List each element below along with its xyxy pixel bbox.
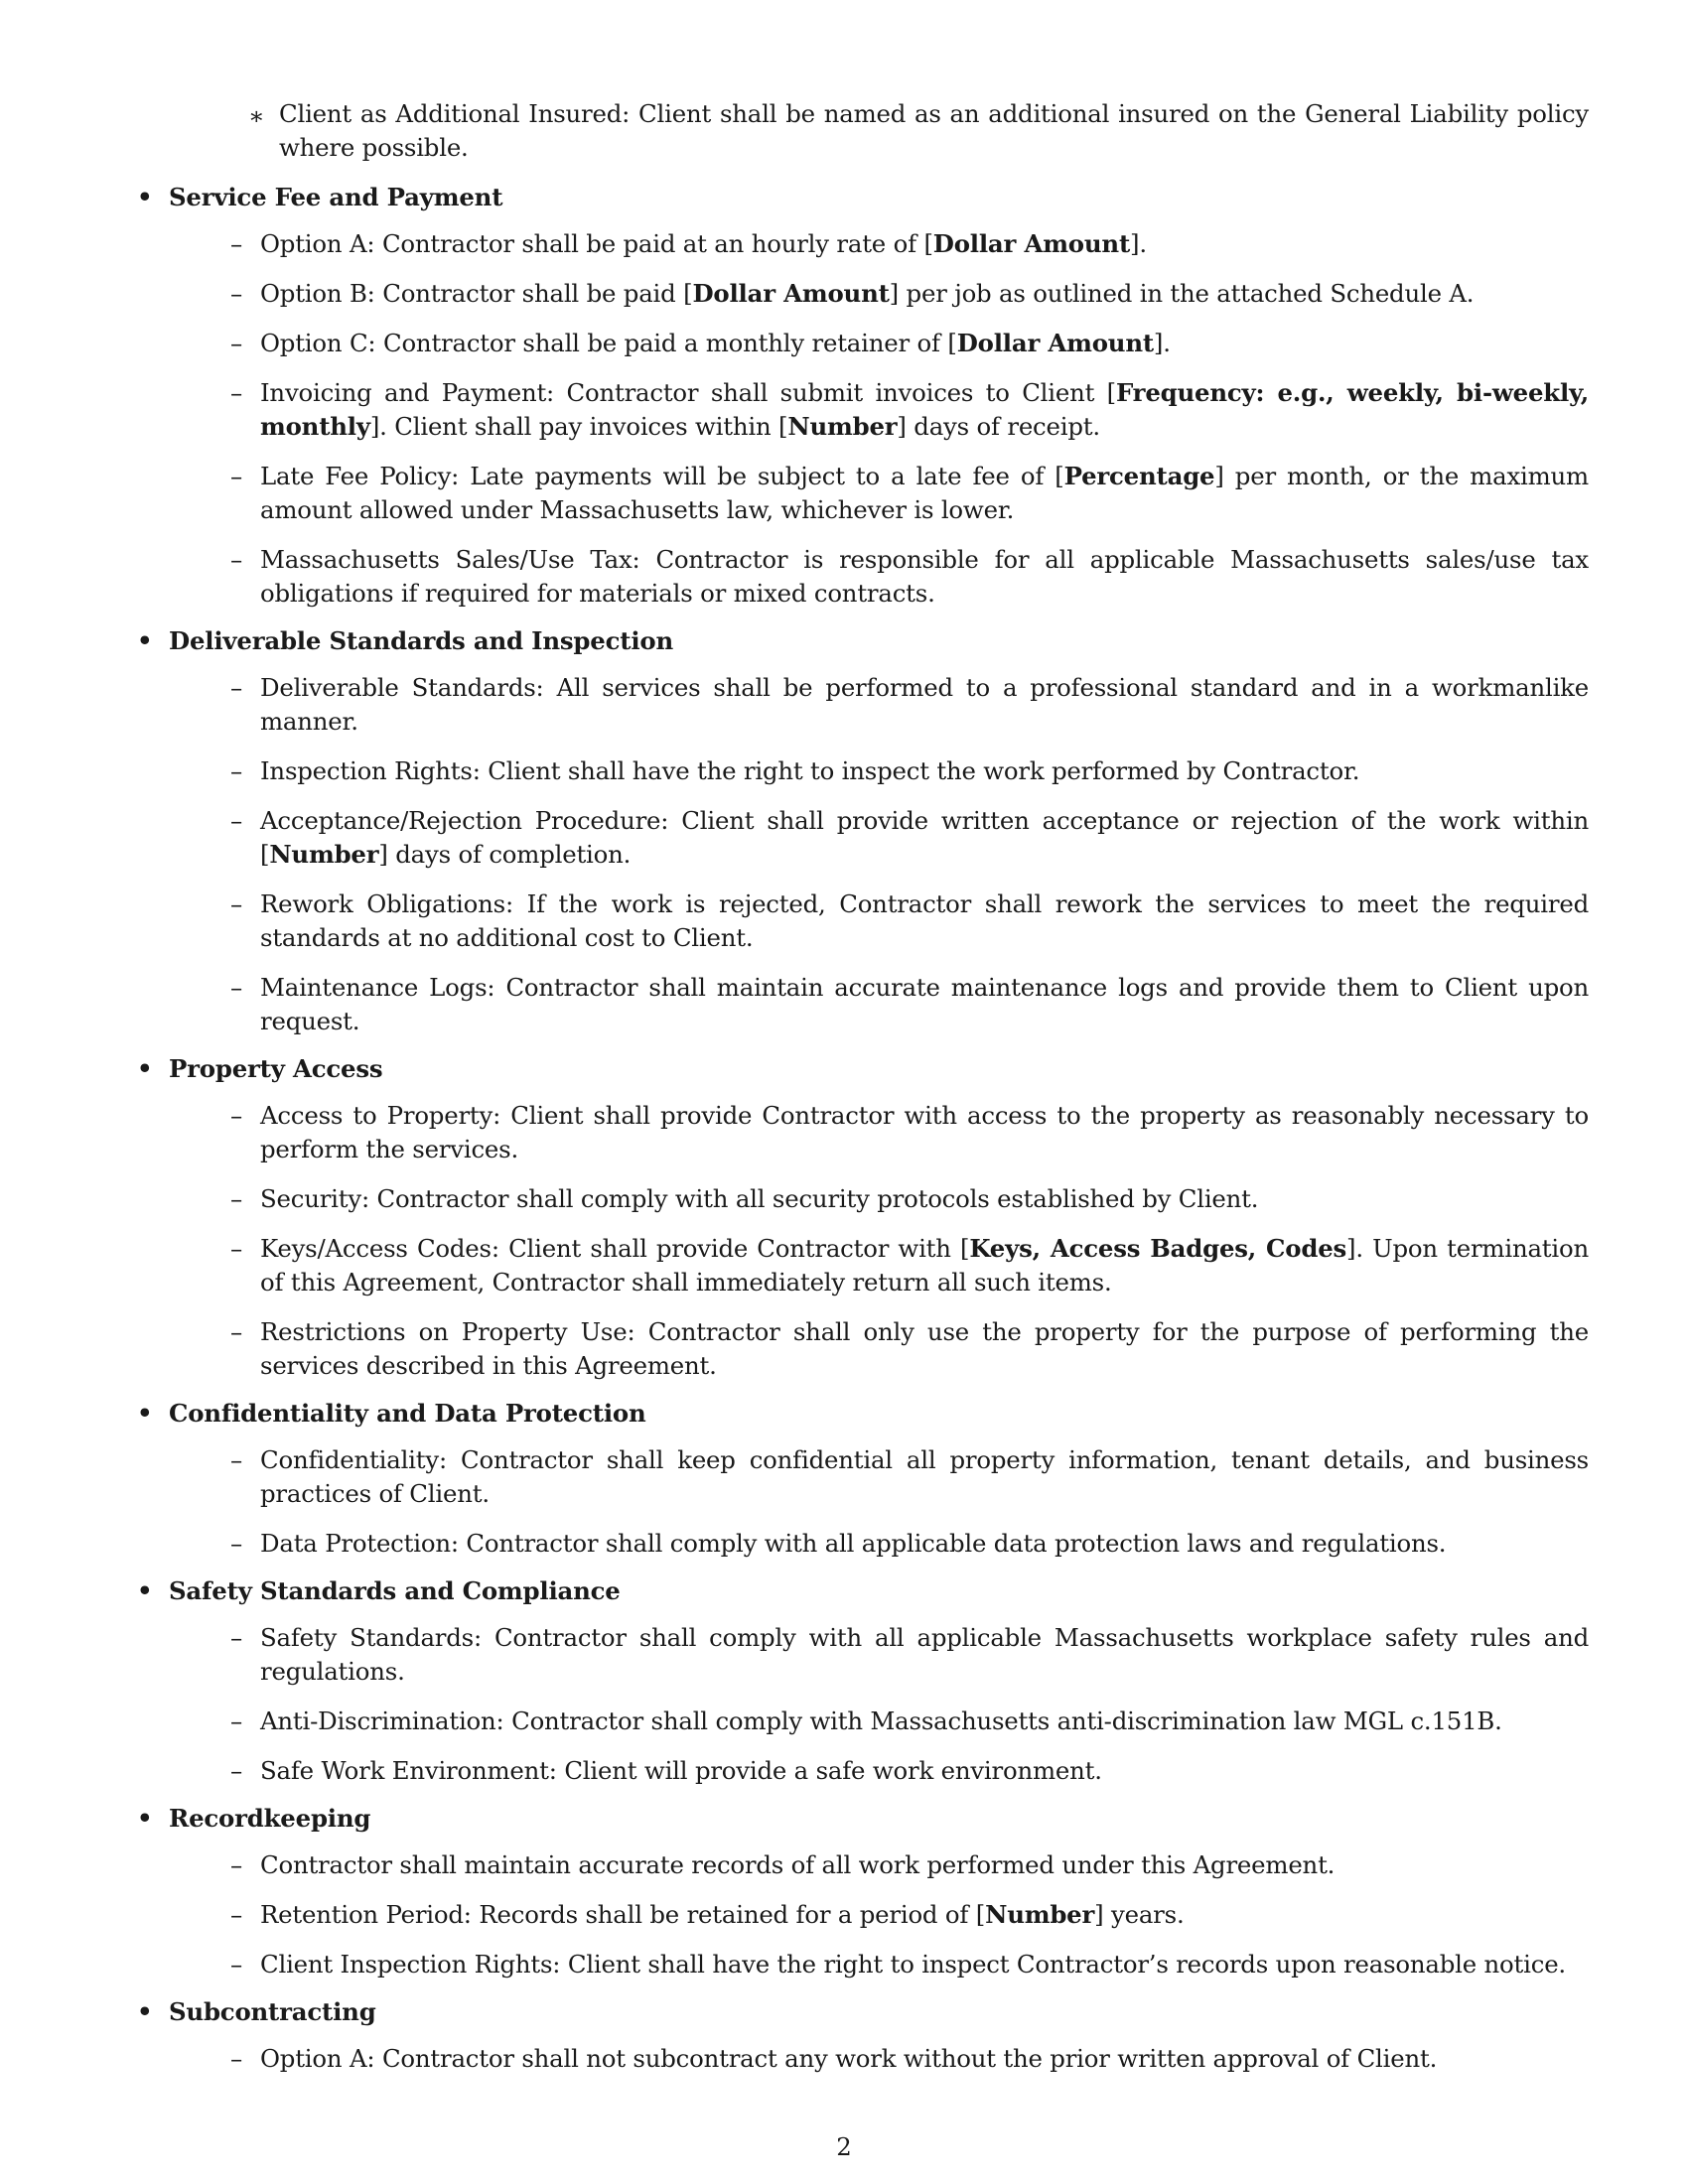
dash-bullet-icon: – bbox=[230, 1445, 242, 1474]
section-items bbox=[169, 1443, 1589, 1561]
list-item-text bbox=[260, 1234, 1589, 1297]
list-item bbox=[169, 754, 1589, 788]
dash-bullet-icon: – bbox=[230, 1706, 242, 1735]
dash-bullet-icon: – bbox=[230, 1623, 242, 1652]
text-run: Rework Obligations: If the work is rejected, Contractor shall rework the services to meet the required standards at no additional cost to Client. bbox=[260, 889, 1589, 952]
list-item-text bbox=[260, 1850, 1335, 1879]
text-run: ] days of completion. bbox=[378, 840, 632, 869]
list-item bbox=[169, 971, 1589, 1038]
bullet-icon: • bbox=[137, 1804, 153, 1833]
list-item-text bbox=[260, 756, 1359, 785]
dash-bullet-icon: – bbox=[230, 1101, 242, 1130]
text-run: ]. Client shall pay invoices within [ bbox=[369, 412, 788, 441]
dash-bullet-icon: – bbox=[230, 973, 242, 1002]
list-item-text bbox=[260, 378, 1589, 441]
text-run: Inspection Rights: Client shall have the right to inspect the work performed by Contractor. bbox=[260, 756, 1360, 785]
section-property-access bbox=[137, 1052, 1589, 1383]
text-run: ]. Upon termination of this Agreement, Contractor shall immediately return all such items. bbox=[260, 1234, 1589, 1297]
list-item-text bbox=[260, 1950, 1566, 1979]
dash-bullet-icon: – bbox=[230, 1184, 242, 1213]
dash-bullet-icon: – bbox=[230, 756, 242, 785]
text-run: Acceptance/Rejection Procedure: Client shall provide written acceptance or rejection of the work within [ bbox=[260, 806, 1589, 869]
text-run: ] per month, or the maximum amount allowed under Massachusetts law, whichever is lower. bbox=[260, 462, 1589, 524]
list-item-text bbox=[260, 1623, 1589, 1686]
section-service-fee-and-payment bbox=[137, 181, 1589, 611]
text-run: Restrictions on Property Use: Contractor shall only use the property for the purpose of performing the services described in this Agreement. bbox=[260, 1317, 1589, 1380]
dash-bullet-icon: – bbox=[230, 462, 242, 490]
list-item bbox=[169, 1898, 1589, 1932]
dash-bullet-icon: – bbox=[230, 1529, 242, 1558]
list-item bbox=[169, 887, 1589, 955]
placeholder-field: Number bbox=[985, 1900, 1095, 1929]
dash-bullet-icon: – bbox=[230, 673, 242, 702]
list-item bbox=[169, 1315, 1589, 1383]
placeholder-field: Percentage bbox=[1063, 462, 1215, 490]
insurance-sub-item bbox=[137, 97, 1589, 165]
list-item bbox=[169, 1754, 1589, 1788]
list-item bbox=[169, 376, 1589, 444]
text-run: Maintenance Logs: Contractor shall maintain accurate maintenance logs and provide them to Client upon request. bbox=[260, 973, 1589, 1035]
section-items bbox=[169, 2042, 1589, 2076]
placeholder-field: Dollar Amount bbox=[692, 279, 890, 308]
section-title: Recordkeeping bbox=[169, 1804, 371, 1833]
list-item-text bbox=[260, 229, 1147, 258]
list-item bbox=[169, 2042, 1589, 2076]
section-title: Subcontracting bbox=[169, 1997, 376, 2026]
section-confidentiality-and-data-protection bbox=[137, 1397, 1589, 1561]
list-item-text bbox=[260, 279, 1474, 308]
list-item bbox=[169, 543, 1589, 611]
text-run: Deliverable Standards: All services shall be performed to a professional standard and in a workmanlike manner. bbox=[260, 673, 1589, 736]
list-item-text bbox=[260, 973, 1589, 1035]
list-item-text bbox=[260, 2044, 1437, 2073]
dash-bullet-icon: – bbox=[230, 229, 242, 258]
dash-bullet-icon: – bbox=[230, 1317, 242, 1346]
list-item-text bbox=[260, 673, 1589, 736]
dash-bullet-icon: – bbox=[230, 2044, 242, 2073]
dash-bullet-icon: – bbox=[230, 329, 242, 357]
list-item-text bbox=[260, 462, 1589, 524]
section-subcontracting bbox=[137, 1995, 1589, 2076]
placeholder-field: Frequency: e.g., weekly, bi-weekly, monthly bbox=[260, 378, 1589, 441]
text-run: ] years. bbox=[1094, 1900, 1185, 1929]
list-item bbox=[169, 1948, 1589, 1981]
section-items bbox=[169, 1099, 1589, 1383]
list-item bbox=[169, 1848, 1589, 1882]
dash-bullet-icon: – bbox=[230, 1900, 242, 1929]
text-run: Late Fee Policy: Late payments will be subject to a late fee of [ bbox=[260, 462, 1064, 490]
dash-bullet-icon: – bbox=[230, 279, 242, 308]
list-item-text bbox=[260, 1706, 1502, 1735]
dash-bullet-icon: – bbox=[230, 1950, 242, 1979]
text-run: Access to Property: Client shall provide Contractor with access to the property as reasonably necessary to perform the services. bbox=[260, 1101, 1589, 1163]
bullet-icon: • bbox=[137, 183, 153, 211]
text-run: Option C: Contractor shall be paid a monthly retainer of [ bbox=[260, 329, 957, 357]
dash-bullet-icon: – bbox=[230, 1234, 242, 1263]
section-title: Service Fee and Payment bbox=[169, 183, 503, 211]
list-item-text bbox=[260, 1101, 1589, 1163]
list-item-text bbox=[260, 1900, 1185, 1929]
text-run: Keys/Access Codes: Client shall provide Contractor with [ bbox=[260, 1234, 970, 1263]
dash-bullet-icon: – bbox=[230, 889, 242, 918]
asterisk-bullet-icon: ∗ bbox=[248, 101, 265, 130]
text-run: Anti-Discrimination: Contractor shall comply with Massachusetts anti-discrimination law MGL c.151B. bbox=[260, 1706, 1502, 1735]
bullet-icon: • bbox=[137, 1054, 153, 1083]
list-item bbox=[169, 1527, 1589, 1561]
text-run: Safe Work Environment: Client will provide a safe work environment. bbox=[260, 1756, 1102, 1785]
list-item bbox=[169, 460, 1589, 527]
text-run: Contractor shall maintain accurate records of all work performed under this Agreement. bbox=[260, 1850, 1336, 1879]
text-run: Massachusetts Sales/Use Tax: Contractor is responsible for all applicable Massachusetts sales/use tax obligations if required for materials or mixed contracts. bbox=[260, 545, 1589, 608]
list-item-text bbox=[260, 1317, 1589, 1380]
text-run: Safety Standards: Contractor shall comply with all applicable Massachusetts workplace safety rules and regulations. bbox=[260, 1623, 1589, 1686]
placeholder-field: Dollar Amount bbox=[956, 329, 1154, 357]
text-run: Invoicing and Payment: Contractor shall submit invoices to Client [ bbox=[260, 378, 1116, 407]
bullet-icon: • bbox=[137, 626, 153, 655]
document-body bbox=[137, 97, 1589, 2090]
text-run: ] days of receipt. bbox=[897, 412, 1100, 441]
section-title: Safety Standards and Compliance bbox=[169, 1576, 621, 1605]
text-run: Option B: Contractor shall be paid [ bbox=[260, 279, 693, 308]
section-items bbox=[169, 1848, 1589, 1981]
bullet-icon: • bbox=[137, 1576, 153, 1605]
section-title: Deliverable Standards and Inspection bbox=[169, 626, 673, 655]
list-item bbox=[169, 1705, 1589, 1738]
placeholder-field: Number bbox=[787, 412, 898, 441]
list-item-text bbox=[260, 329, 1171, 357]
page-number: 2 bbox=[836, 2132, 852, 2161]
list-item bbox=[169, 671, 1589, 739]
text-run: Security: Contractor shall comply with all security protocols established by Client. bbox=[260, 1184, 1259, 1213]
placeholder-field: Number bbox=[269, 840, 379, 869]
list-item bbox=[169, 1182, 1589, 1216]
dash-bullet-icon: – bbox=[230, 1756, 242, 1785]
placeholder-field: Keys, Access Badges, Codes bbox=[969, 1234, 1347, 1263]
list-item bbox=[169, 1232, 1589, 1299]
list-item bbox=[169, 1099, 1589, 1166]
list-item bbox=[169, 227, 1589, 261]
section-items bbox=[169, 227, 1589, 611]
dash-bullet-icon: – bbox=[230, 545, 242, 574]
list-item bbox=[169, 327, 1589, 360]
text-run: ]. bbox=[1130, 229, 1147, 258]
placeholder-field: Dollar Amount bbox=[932, 229, 1131, 258]
list-item-text bbox=[260, 1529, 1446, 1558]
list-item bbox=[169, 1621, 1589, 1689]
section-safety-standards-and-compliance bbox=[137, 1574, 1589, 1788]
list-item bbox=[169, 804, 1589, 872]
text-run: ] per job as outlined in the attached Schedule A. bbox=[889, 279, 1475, 308]
text-run: Data Protection: Contractor shall comply with all applicable data protection laws and regulations. bbox=[260, 1529, 1447, 1558]
section-recordkeeping bbox=[137, 1802, 1589, 1981]
list-item bbox=[169, 1443, 1589, 1511]
text-run: Confidentiality: Contractor shall keep confidential all property information, tenant details, and business practices of Client. bbox=[260, 1445, 1589, 1508]
dash-bullet-icon: – bbox=[230, 378, 242, 407]
list-item-text bbox=[260, 889, 1589, 952]
list-item-text bbox=[260, 1445, 1589, 1508]
list-item-text bbox=[260, 545, 1589, 608]
section-deliverable-standards-and-inspection bbox=[137, 624, 1589, 1038]
text-run: Option A: Contractor shall not subcontract any work without the prior written approval of Client. bbox=[260, 2044, 1438, 2073]
section-title: Confidentiality and Data Protection bbox=[169, 1399, 646, 1428]
section-items bbox=[169, 671, 1589, 1038]
list-item-text bbox=[260, 806, 1589, 869]
text-run: Client Inspection Rights: Client shall have the right to inspect Contractor’s records upon reasonable notice. bbox=[260, 1950, 1566, 1979]
text-run: ]. bbox=[1153, 329, 1171, 357]
text-run: Option A: Contractor shall be paid at an hourly rate of [ bbox=[260, 229, 933, 258]
insurance-sub-item-text: Client as Additional Insured: Client shall be named as an additional insured on the General Liability policy where possible. bbox=[279, 99, 1589, 162]
list-item bbox=[169, 277, 1589, 311]
bullet-icon: • bbox=[137, 1399, 153, 1428]
dash-bullet-icon: – bbox=[230, 1850, 242, 1879]
section-items bbox=[169, 1621, 1589, 1788]
list-item-text bbox=[260, 1184, 1258, 1213]
dash-bullet-icon: – bbox=[230, 806, 242, 835]
section-title: Property Access bbox=[169, 1054, 383, 1083]
section-list bbox=[137, 181, 1589, 2076]
text-run: Retention Period: Records shall be retained for a period of [ bbox=[260, 1900, 986, 1929]
bullet-icon: • bbox=[137, 1997, 153, 2026]
list-item-text bbox=[260, 1756, 1102, 1785]
